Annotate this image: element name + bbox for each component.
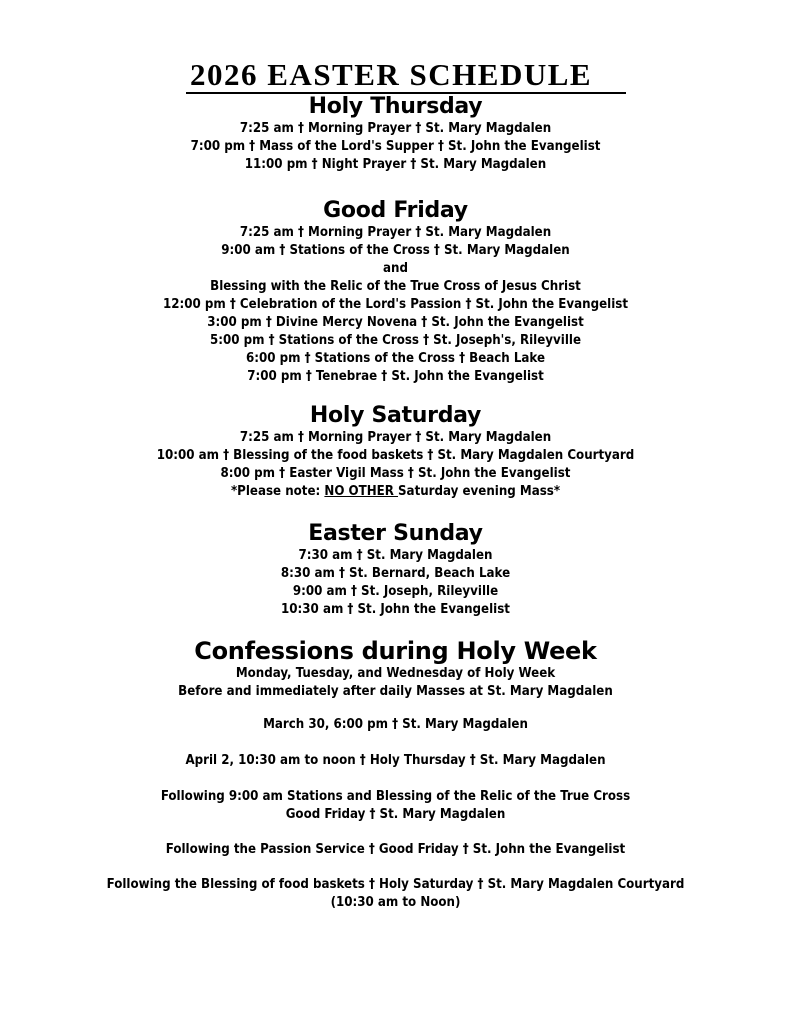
note-prefix: *Please note: — [230, 484, 325, 499]
confession-line: Following the Blessing of food baskets † Holy Saturday † St. Mary Magdalen Courtyard — [106, 877, 685, 892]
holy-saturday-section — [0, 403, 791, 501]
schedule-line: 5:00 pm † Stations of the Cross † St. Joseph's, Rileyville — [209, 333, 581, 348]
schedule-line: 7:00 pm † Mass of the Lord's Supper † St. John the Evangelist — [190, 139, 601, 154]
page-title: 2026 EASTER SCHEDULE — [186, 58, 626, 94]
schedule-line: 8:30 am † St. Bernard, Beach Lake — [280, 566, 511, 581]
confession-line: Good Friday † St. Mary Magdalen — [285, 807, 506, 822]
confession-line: Before and immediately after daily Masses at St. Mary Magdalen — [178, 684, 613, 699]
confessions-heading: Confessions during Holy Week — [194, 637, 597, 665]
easter-sunday-heading: Easter Sunday — [308, 521, 483, 546]
holy-saturday-heading: Holy Saturday — [309, 403, 482, 428]
saturday-note — [0, 483, 791, 501]
schedule-line: 10:00 am † Blessing of the food baskets † St. Mary Magdalen Courtyard — [156, 448, 635, 463]
confession-line: (10:30 am to Noon) — [330, 895, 461, 910]
schedule-line: 7:25 am † Morning Prayer † St. Mary Magdalen — [239, 225, 552, 240]
schedule-line: 7:30 am † St. Mary Magdalen — [298, 548, 493, 563]
confession-line: Monday, Tuesday, and Wednesday of Holy Week — [235, 666, 556, 681]
confession-line: Following 9:00 am Stations and Blessing of the Relic of the True Cross — [160, 789, 631, 804]
holy-thursday-section — [0, 94, 791, 174]
schedule-line: 7:00 pm † Tenebrae † St. John the Evangelist — [247, 369, 544, 384]
note-suffix: Saturday evening Mass* — [398, 484, 561, 499]
schedule-line: 11:00 pm † Night Prayer † St. Mary Magdalen — [244, 157, 547, 172]
confession-march30 — [0, 716, 791, 734]
confession-line: March 30, 6:00 pm † St. Mary Magdalen — [263, 717, 528, 732]
confession-following-passion — [0, 841, 791, 859]
note-emphasis: NO OTHER — [324, 484, 399, 499]
schedule-line: 10:30 am † St. John the Evangelist — [281, 602, 510, 617]
confession-line: Following the Passion Service † Good Friday † St. John the Evangelist — [165, 842, 626, 857]
schedule-line: 8:00 pm † Easter Vigil Mass † St. John the Evangelist — [220, 466, 571, 481]
schedule-line: 12:00 pm † Celebration of the Lord's Passion † St. John the Evangelist — [163, 297, 628, 312]
confessions-section — [0, 637, 791, 701]
schedule-line: and — [383, 261, 408, 276]
confession-april2 — [0, 752, 791, 770]
easter-sunday-section — [0, 521, 791, 619]
holy-thursday-heading: Holy Thursday — [308, 94, 483, 119]
schedule-line: 7:25 am † Morning Prayer † St. Mary Magdalen — [239, 121, 552, 136]
schedule-line: 6:00 pm † Stations of the Cross † Beach Lake — [245, 351, 546, 366]
confession-line: April 2, 10:30 am to noon † Holy Thursday † St. Mary Magdalen — [185, 753, 606, 768]
confession-following-blessing — [0, 876, 791, 912]
good-friday-section — [0, 198, 791, 386]
schedule-line: 3:00 pm † Divine Mercy Novena † St. John the Evangelist — [207, 315, 584, 330]
schedule-line: 9:00 am † Stations of the Cross † St. Mary Magdalen — [221, 243, 570, 258]
schedule-line: 7:25 am † Morning Prayer † St. Mary Magdalen — [239, 430, 552, 445]
good-friday-heading: Good Friday — [323, 198, 468, 223]
schedule-line: 9:00 am † St. Joseph, Rileyville — [292, 584, 499, 599]
confession-following-stations — [0, 788, 791, 824]
schedule-line: Blessing with the Relic of the True Cross of Jesus Christ — [210, 279, 581, 294]
